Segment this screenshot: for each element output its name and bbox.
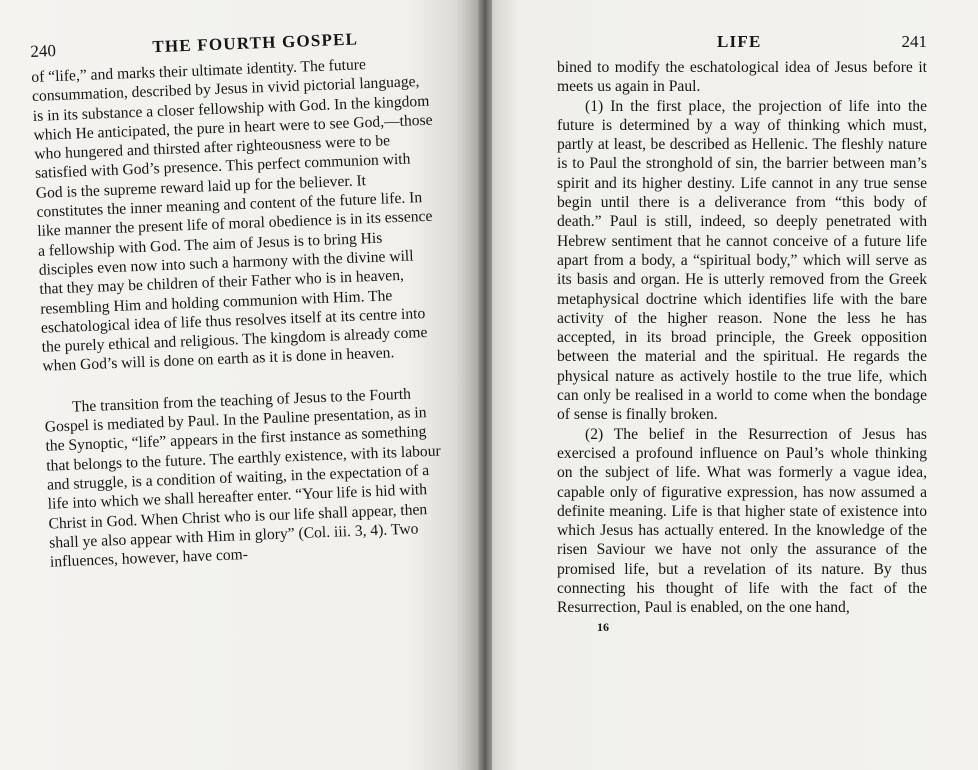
right-body-text [557,58,927,618]
left-page-content [30,27,450,572]
right-running-title: LIFE [717,32,762,51]
left-running-title: THE FOURTH GOSPEL [152,29,359,57]
right-page-number: 241 [901,32,927,51]
signature-mark: 16 [597,619,609,634]
right-paragraph-3: (2) The belief in the Resurrection of Jesus has exercised a profound influence on Paul’s whole thinking on the subject of life. What was formerly a vague idea, capable only of figurative expression, has now assumed a definite meaning. Life is that higher state of existence into which Jesus has actually entered. In the knowledge of the risen Saviour we have not only the assurance of the promised life, but a revelation of its nature. By thus connecting his thought of life with the fact of the Resurrection, Paul is enabled, on the one hand, [557,425,927,617]
left-paragraph-1: of “life,” and marks their ultimate identity. The future consummation, described by Jesus in vivid pictorial language, is in its substance a closer fellowship with God. In the kingdom which He anticipated, the pure in heart were to see God,—those who hungered and thirsted after righteousness were to be satisfied with God’s presence. This perfect communion with God is the supreme reward laid up for the believer. It constitutes the inner meaning and content of the future life. In like manner the present life of moral obedience is in its essence a fellowship with God. The aim of Jesus is to bring His disciples even now into such a harmony with the divine will that they may be children of their Father who is in heaven, resembling Him and holding communion with Him. The eschatological idea of life thus resolves itself at its centre into the purely ethical and religious. The kingdom is already come when God’s will is done on earth as it is done in heaven. [31,56,433,376]
right-page-content [557,32,927,635]
left-page-number: 240 [30,41,57,61]
right-paragraph-1: bined to modify the eschatological idea of Jesus before it meets us again in Paul. [557,59,927,96]
book-gutter [478,0,492,770]
left-page [0,0,480,770]
right-paragraph-2: (1) In the first place, the projection of life into the future is determined by a way of thinking which must, partly at least, be described as Hellenic. The fleshly nature is to Paul the stronghold of sin, the barrier between man’s spirit and its higher destiny. Life cannot in any true sense begin until there is a deliverance from “this body of death.” Paul is still, indeed, so deeply penetrated with Hebrew sentiment that he cannot conceive of a future life apart from a body, a “spiritual body,” which will serve as its basis and organ. He is utterly removed from the Greek metaphysical doctrine which identifies life with the bare activity of the higher reason. None the less he has accepted, in its broad principle, the Greek opposition between the material and the spiritual. He regards the physical nature as actively hostile to the true life, which can only be realised in a world to come when the bondage of sense is finally broken. [557,97,927,424]
left-paragraph-2: The transition from the teaching of Jesus to the Fourth Gospel is mediated by Paul. In the Pauline presentation, as in the Synoptic, “life” appears in the first instance as something that belongs to the future. The earthly existence, with its labour and struggle, is a condition of waiting, in the expectation of a life into which we shall hereafter enter. “Your life is hid with Christ in God. When Christ who is our life shall appear, then shall ye also appear with Him in glory” (Col. iii. 3, 4). Two influences, however, have com- [44,385,441,571]
right-running-head [557,32,927,52]
left-body-text [31,53,450,572]
